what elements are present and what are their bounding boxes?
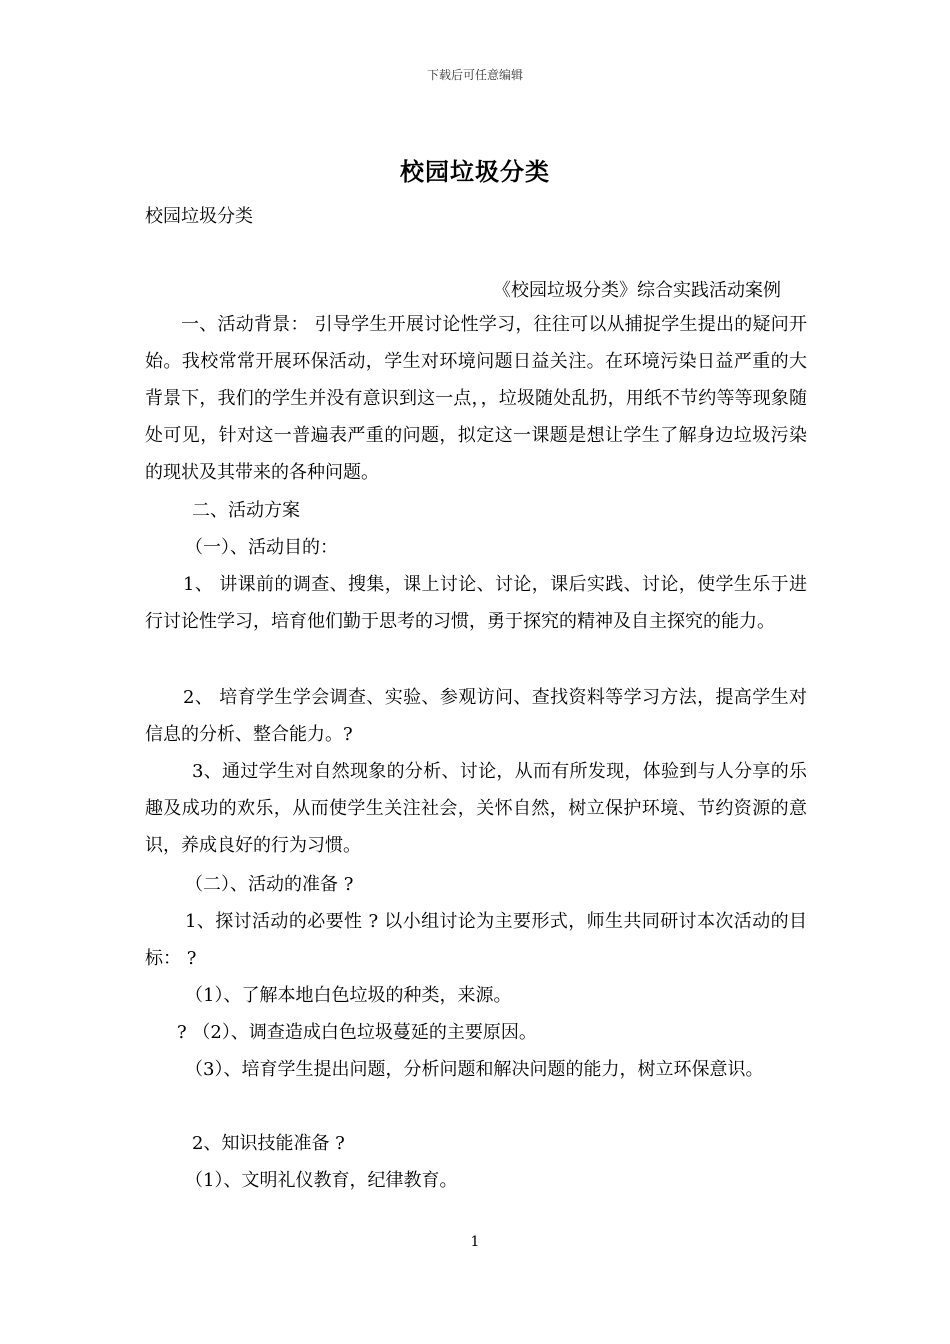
paragraph-background: 一、活动背景： 引导学生开展讨论性学习，往往可以从捕捉学生提出的疑问开始。我校常常开展环保活动，学生对环境问题日益关注。在环境污染日益严重的大背景下，我们的学生并没有意识到这一点，，垃圾随处乱扔，用纸不节约等等现象随处可见，针对这一普遍表严重的问题，拟定这一课题是想让学生了解身边垃圾污染的现状及其带来的各种问题。: [145, 314, 807, 483]
paragraph-prep-heading: （二）、活动的准备 ?: [185, 874, 354, 895]
paragraph-prep-item-3: （3）、培育学生提出问题，分析问题和解决问题的能力，树立环保意识。: [185, 1059, 764, 1080]
paragraph-goal-heading: （一）、活动目的：: [185, 537, 338, 558]
case-title: 《校园垃圾分类》综合实践活动案例: [493, 280, 781, 301]
paragraph-goal-2: 2、 培育学生学会调查、实验、参观访问、查找资料等学习方法，提高学生对信息的分析、整合能力。?: [145, 687, 807, 745]
document-subtitle: 校园垃圾分类: [145, 206, 253, 227]
paragraph-prep-item-1: （1）、了解本地白色垃圾的种类，来源。: [185, 985, 512, 1006]
page-number: 1: [470, 1234, 480, 1250]
paragraph-plan: 二、活动方案: [192, 500, 300, 521]
paragraph-goal-3: 3、通过学生对自然现象的分析、讨论，从而有所发现，体验到与人分享的乐趣及成功的欢乐，从而使学生关注社会，关怀自然，树立保护环境、节约资源的意识，养成良好的行为习惯。: [145, 761, 807, 856]
paragraph-prep-1: 1、探讨活动的必要性 ? 以小组讨论为主要形式，师生共同研讨本次活动的目标： ?: [145, 911, 807, 969]
paragraph-prep-2-item-1: （1）、文明礼仪教育，纪律教育。: [185, 1170, 458, 1191]
paragraph-prep-2: 2、知识技能准备 ?: [192, 1133, 345, 1154]
paragraph-goal-1: 1、 讲课前的调查、搜集，课上讨论、讨论，课后实践、讨论，使学生乐于进行讨论性学习，培育他们勤于思考的习惯，勇于探究的精神及自主探究的能力。: [145, 574, 807, 632]
header-note: 下载后可任意编辑: [426, 68, 523, 82]
paragraph-prep-item-2: ? （2）、调查造成白色垃圾蔓延的主要原因。: [177, 1022, 537, 1043]
document-title: 校园垃圾分类: [400, 157, 550, 186]
